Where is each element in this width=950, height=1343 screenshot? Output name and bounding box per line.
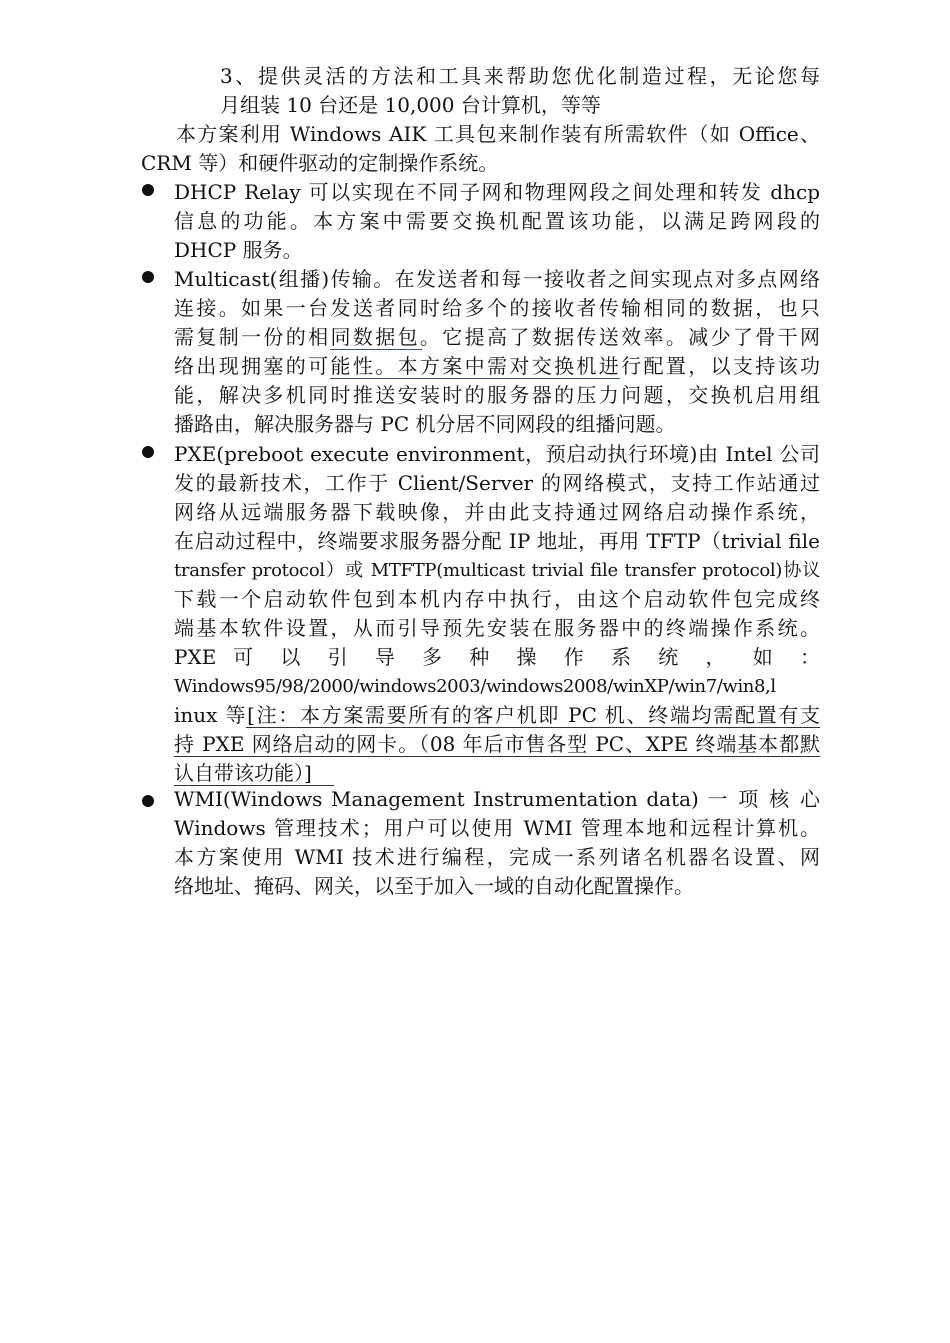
bullet-dot-pxe — [142, 446, 154, 458]
pxe-line-8: PXE 可 以 引 导 多 种 操 作 系 统 ， 如 ： — [174, 645, 820, 669]
pxe-line-2: 发的最新技术，工作于 Client/Server 的网络模式，支持工作站通过 — [174, 471, 820, 495]
multicast-line-4: 络出现拥塞的可能性。本方案中需对交换机进行配置，以支持该功 — [174, 354, 820, 378]
dhcp-line-2: 信息的功能。本方案中需要交换机配置该功能，以满足跨网段的 — [174, 209, 820, 233]
pxe-line-6: 下载一个启动软件包到本机内存中执行，由这个启动软件包完成终 — [174, 587, 820, 611]
multicast-line-5: 能，解决多机同时推送安装时的服务器的压力问题，交换机启用组 — [174, 383, 820, 407]
multicast-line-6: 播路由，解决服务器与 PC 机分居不同网段的组播问题。 — [174, 412, 676, 436]
dhcp-line-3: DHCP 服务。 — [174, 238, 303, 262]
intro-para-line1: 本方案利用 Windows AIK 工具包来制作装有所需软件（如 Office、 — [176, 122, 820, 146]
intro-para-line2: CRM 等）和硬件驱动的定制操作系统。 — [141, 151, 499, 175]
pxe-line-4: 在启动过程中，终端要求服务器分配 IP 地址，再用 TFTP（trivial file — [174, 529, 820, 553]
multicast-line-1: Multicast(组播)传输。在发送者和每一接收者之间实现点对多点网络 — [174, 267, 820, 291]
wmi-line-3: 本方案使用 WMI 技术进行编程，完成一系列诸名机器名设置、网 — [174, 845, 820, 869]
multicast-underline-b — [330, 378, 620, 379]
dhcp-line-1: DHCP Relay 可以实现在不同子网和物理网段之间处理和转发 dhcp — [174, 180, 820, 204]
pxe-line-9: Windows95/98/2000/windows2003/windows2008/winXP/win7/win8,l — [174, 676, 776, 697]
bullet-dot-wmi — [142, 795, 154, 807]
bullet-dot-dhcp — [142, 184, 154, 196]
intro-item3-line2: 月组装 10 台还是 10,000 台计算机，等等 — [220, 93, 601, 117]
pxe-line-7: 端基本软件设置，从而引导预先安装在服务器中的终端操作系统。 — [174, 616, 820, 640]
pxe-note-underline-1 — [246, 727, 820, 728]
wmi-line-1: WMI(Windows Management Instrumentation data) 一 项 核 心 — [174, 787, 820, 811]
bullet-dot-multicast — [142, 271, 154, 283]
pxe-line-12: 认自带该功能）] — [174, 761, 312, 785]
intro-item3-line1: 3、提供灵活的方法和工具来帮助您优化制造过程，无论您每 — [220, 64, 820, 88]
pxe-line-10: inux 等[注：本方案需要所有的客户机即 PC 机、终端均需配置有支 — [174, 703, 820, 727]
pxe-line-11: 持 PXE 网络启动的网卡。（08 年后市售各型 PC、XPE 终端基本都默 — [174, 732, 820, 756]
pxe-line-3: 网络从远端服务器下载映像，并由此支持通过网络启动操作系统， — [174, 500, 820, 524]
pxe-note-underline-2 — [174, 756, 820, 757]
multicast-line-3: 需复制一份的相同数据包。它提高了数据传送效率。减少了骨干网 — [174, 325, 820, 349]
multicast-underline-a — [330, 349, 422, 350]
wmi-line-4: 络地址、掩码、网关，以至于加入一域的自动化配置操作。 — [174, 874, 694, 898]
pxe-line-5: transfer protocol）或 MTFTP(multicast trivial file transfer protocol)协议 — [174, 560, 820, 581]
multicast-line-2: 连接。如果一台发送者同时给多个的接收者传输相同的数据，也只 — [174, 296, 820, 320]
wmi-line-2: Windows 管理技术；用户可以使用 WMI 管理本地和远程计算机。 — [174, 816, 820, 840]
pxe-line-1: PXE(preboot execute environment，预启动执行环境)由 Intel 公司 — [174, 442, 820, 466]
